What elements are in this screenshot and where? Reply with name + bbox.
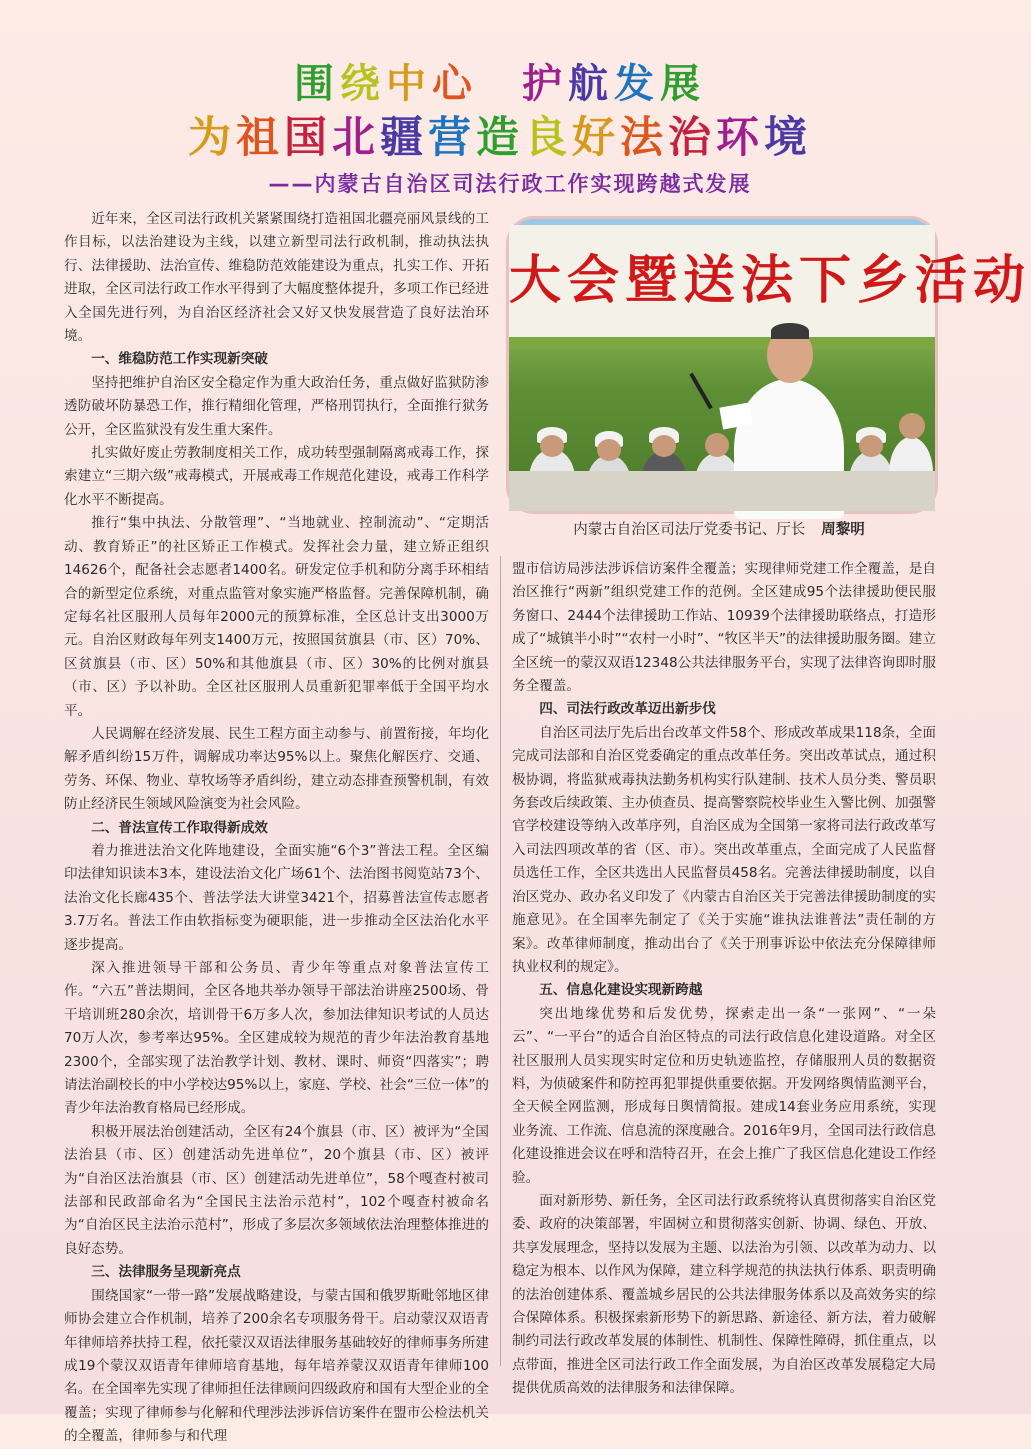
column-divider — [500, 556, 501, 1366]
paragraph: 深入推进领导干部和公务员、青少年等重点对象普法宣传工作。“六五”普法期间，全区各地共举办领导干部法治讲座2500场、骨干培训班280余次，培训骨干6万多人次，参加法律知识考试的人员达70万人次，参考率达95%。全区建成较为规范的青少年法治教育基地2300个，全部实现了法治教学计划、教材、课时、师资“四落实”；聘请法治副校长的中小学校达95%以上，家庭、学校、社会“三位一体”的青少年法治教育格局已经形成。 — [64, 960, 489, 1117]
page-title-line1 — [0, 52, 1000, 109]
section-heading: 一、维稳防范工作实现新突破 — [91, 351, 268, 368]
caption-title: 内蒙古自治区司法厅党委书记、厅长 — [573, 522, 806, 538]
photo-banner: 大会暨送法下乡活动 — [509, 225, 935, 337]
paragraph: 人民调解在经济发展、民生工程方面主动参与、前置衔接，年均化解矛盾纠纷15万件，调解成功率达95%以上。聚焦化解医疗、交通、劳务、环保、物业、草牧场等矛盾纠纷，建立动态排查预警机制，有效防止经济民生领域风险演变为社会风险。 — [64, 725, 489, 813]
title-part2: 护航发展 — [522, 60, 706, 107]
paragraph: 盟市信访局涉法涉诉信访案件全覆盖；实现律师党建工作全覆盖，是自治区推行“两新”组织党建工作的范例。全区建成95个法律援助便民服务窗口、2444个法律援助工作站、10939个法律援助联络点，打造形成了“城镇半小时”“农村一小时”、“牧区半天”的法律援助服务圈。建立全区统一的蒙汉双语12348公共法律服务平台，实现了法律咨询即时服务全覆盖。 — [512, 561, 936, 695]
paragraph: 扎实做好废止劳教制度相关工作，成功转型强制隔离戒毒工作，探索建立“三期六级”戒毒模式，开展戒毒工作规范化建设，戒毒工作科学化水平不断提高。 — [64, 445, 489, 508]
section-heading: 三、法律服务呈现新亮点 — [91, 1264, 241, 1281]
paragraph: 自治区司法厅先后出台改革文件58个、形成改革成果118条，全面完成司法部和自治区党委确定的重点改革任务。突出改革试点，通过积极协调，将监狱戒毒执法勤务机构实行队建制、技术人员分类、警员职务套改后续政策、主办侦查员、提高警察院校毕业生入警比例、加强警官学校建设等纳入改革序列，自治区成为全国第一家将司法行政改革写入司法四项改革的省（区、市）。突出改革重点，全面完成了人民监督员选任工作，全区共选出人民监督员458名。完善法律援助制度，以自治区党办、政办名义印发了《内蒙古自治区关于完善法律援助制度的实施意见》。在全国率先制定了《关于实施“谁执法谁普法”责任制的方案》。改革律师制度，推动出台了《关于刑事诉讼中依法充分保障律师执业权利的规定》。 — [512, 724, 936, 975]
paragraph: 近年来，全区司法行政机关紧紧围绕打造祖国北疆亮丽风景线的工作目标，以法治建设为主线，以建立新型司法行政机制，推动执法执行、法律援助、法治宣传、维稳防范效能建设为重点，扎实工作、开拓进取，全区司法行政工作水平得到了大幅度整体提升，多项工作已经进入全国先进行列，为自治区经济社会又好又快发展营造了良好法治环境。 — [64, 211, 489, 345]
caption-name: 周黎明 — [821, 521, 865, 538]
paragraph: 面对新形势、新任务，全区司法行政系统将认真贯彻落实自治区党委、政府的决策部署，牢固树立和贯彻落实创新、协调、绿色、开放、共享发展理念，坚持以发展为主题、以法治为引领、以改革为动力、以稳定为根本、以作风为保障，建立科学规范的执法执行体系、职责明确的法治创建体系、覆盖城乡居民的公共法律服务体系以及高效务实的综合保障体系。积极探索新形势下的新思路、新途径、新方法，着力破解制约司法行政改革发展的体制性、机制性、保障性障碍，抓住重点，以点带面，推进全区司法行政工作全面发展，为自治区改革发展稳定大局提供优质高效的法律服务和法律保障。 — [512, 1192, 936, 1397]
paragraph: 推行“集中执法、分散管理”、“当地就业、控制流动”、“定期活动、教育矫正”的社区矫正工作模式。发挥社会力量，建立矫正组织14626个，配备社会志愿者1400名。研发定位手机和防分离手环相结合的新型定位系统，对重点监管对象实施严格监督。完善保障机制，确定每名社区服刑人员每年2000元的预算标准，全区总计支出3000万元。自治区财政每年列支1400万元，按照国贫旗县（市、区）70%、区贫旗县（市、区）50%和其他旗县（市、区）30%的比例对旗县（市、区）予以补助。全区社区服刑人员重新犯罪率低于全国平均水平。 — [64, 515, 489, 719]
left-column — [64, 208, 489, 1449]
paragraph: 着力推进法治文化阵地建设，全面实施“6个3”普法工程。全区编印法律知识读本3本，建设法治文化广场61个、法治图书阅览站73个、法治文化长廊435个、普法学法大讲堂3421个，招募普法宣传志愿者3.7万名。普法工作由软指标变为硬职能，进一步推动全区法治化水平逐步提高。 — [64, 842, 489, 953]
paragraph: 突出地缘优势和后发优势，探索走出一条“一张网”、“一朵云”、“一平台”的适合自治区特点的司法行政信息化建设道路。对全区社区服刑人员实现实时定位和历史轨迹监控，存储服刑人员的数据资料，为侦破案件和防控再犯罪提供重要依据。开发网络舆情监测平台，全天候全网监测，形成每日舆情简报。建成14套业务应用系统，实现业务流、工作流、信息流的深度融合。2016年9月，全国司法行政信息化建设推进会议在呼和浩特召开，在会上推广了我区信息化建设工作经验。 — [512, 1005, 936, 1186]
paragraph: 积极开展法治创建活动，全区有24个旗县（市、区）被评为“全国法治县（市、区）创建活动先进单位”，20个旗县（市、区）被评为“自治区法治旗县（市、区）创建活动先进单位”，58个嘎查村被司法部和民政部命名为“全国民主法治示范村”，102个嘎查村被命名为“自治区民主法治示范村”，形成了多层次多领域依法治理整体推进的良好态势。 — [64, 1123, 489, 1257]
section-heading: 二、普法宣传工作取得新成效 — [91, 819, 268, 836]
event-photo — [506, 216, 1031, 514]
title-part1: 围绕中心 — [294, 60, 478, 107]
page-subtitle: ——内蒙古自治区司法行政工作实现跨越式发展 — [268, 172, 752, 196]
photo-caption — [506, 518, 932, 539]
paragraph: 围绕国家“一带一路”发展战略建设，与蒙古国和俄罗斯毗邻地区律师协会建立合作机制，培养了200余名专项服务骨干。启动蒙汉双语青年律师培养扶持工程，依托蒙汉双语法律服务基础较好的律师事务所建成19个蒙汉双语青年律师培育基地，每年培养蒙汉双语青年律师100名。在全国率先实现了律师担任法律顾问四级政府和国有大型企业的全覆盖；实现了律师参与化解和代理涉法涉诉信访案件在盟市公检法机关的全覆盖，律师参与和代理 — [64, 1287, 489, 1445]
right-column — [512, 558, 936, 1401]
section-heading: 五、信息化建设实现新跨越 — [539, 982, 703, 999]
page-title-line2: 为祖国北疆营造良好法治环境 — [188, 113, 812, 163]
paragraph: 坚持把维护自治区安全稳定作为重大政治任务，重点做好监狱防渗透防破坏防暴恐工作，推行精细化管理，严格刑罚执行，全面推行狱务公开，全区监狱没有发生重大案件。 — [64, 374, 489, 438]
section-heading: 四、司法行政改革迈出新步伐 — [539, 701, 716, 718]
